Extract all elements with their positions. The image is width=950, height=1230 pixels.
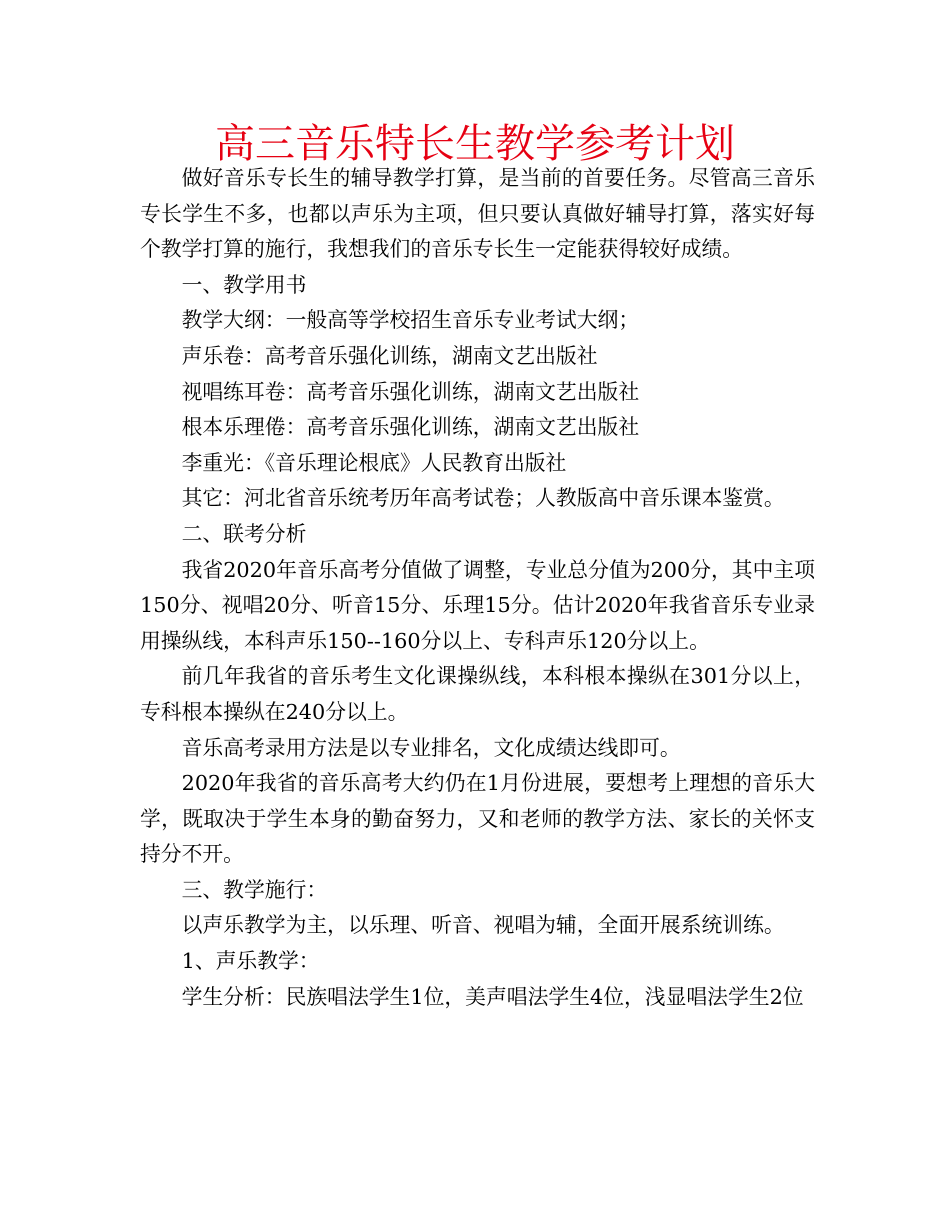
paragraph-sight-singing-book: 视唱练耳卷：高考音乐强化训练，湖南文艺出版社 xyxy=(181,379,640,404)
paragraph-other-books: 其它：河北省音乐统考历年高考试卷；人教版高中音乐课本鉴赏。 xyxy=(181,486,785,511)
heading-textbooks: 一、教学用书 xyxy=(181,272,307,297)
heading-vocal-teaching: 1、声乐教学： xyxy=(181,949,320,974)
paragraph-student-analysis: 学生分析：民族唱法学生1位，美声唱法学生4位，浅显唱法学生2位 xyxy=(181,984,804,1009)
document-body xyxy=(140,161,815,1015)
paragraph-exam-schedule: 2020年我省的音乐高考大约仍在1月份进展，要想考上理想的音乐大学，既取决于学生本身的勤奋努力，又和老师的教学方法、家长的关怀支持分不开。 xyxy=(140,771,815,867)
document-title: 高三音乐特长生教学参考计划 xyxy=(215,121,735,167)
paragraph-intro: 做好音乐专长生的辅导教学打算，是当前的首要任务。尽管高三音乐专长学生不多，也都以声乐为主项，但只要认真做好辅导打算，落实好每个教学打算的施行，我想我们的音乐专长生一定能获得较好成绩。 xyxy=(140,166,815,262)
paragraph-admission-method: 音乐高考录用方法是以专业排名，文化成绩达线即可。 xyxy=(181,735,681,760)
paragraph-syllabus: 教学大纲：一般高等学校招生音乐专业考试大纲； xyxy=(181,308,640,333)
paragraph-culture-line: 前几年我省的音乐考生文化课操纵线，本科根本操纵在301分以上，专科根本操纵在240分以上。 xyxy=(140,664,815,724)
heading-teaching-implementation: 三、教学施行： xyxy=(181,877,328,902)
paragraph-li-chongguang: 李重光：《音乐理论根底》人民教育出版社 xyxy=(181,450,567,475)
paragraph-vocal-book: 声乐卷：高考音乐强化训练，湖南文艺出版社 xyxy=(181,343,598,368)
heading-exam-analysis: 二、联考分析 xyxy=(181,521,307,546)
paragraph-score-adjustment: 我省2020年音乐高考分值做了调整，专业总分值为200分，其中主项150分、视唱20分、听音15分、乐理15分。估计2020年我省音乐专业录用操纵线，本科声乐150--160分以上、专科声乐120分以上。 xyxy=(140,557,815,653)
paragraph-teaching-focus: 以声乐教学为主，以乐理、听音、视唱为辅，全面开展系统训练。 xyxy=(181,913,785,938)
paragraph-theory-book: 根本乐理倦：高考音乐强化训练，湖南文艺出版社 xyxy=(181,415,640,440)
